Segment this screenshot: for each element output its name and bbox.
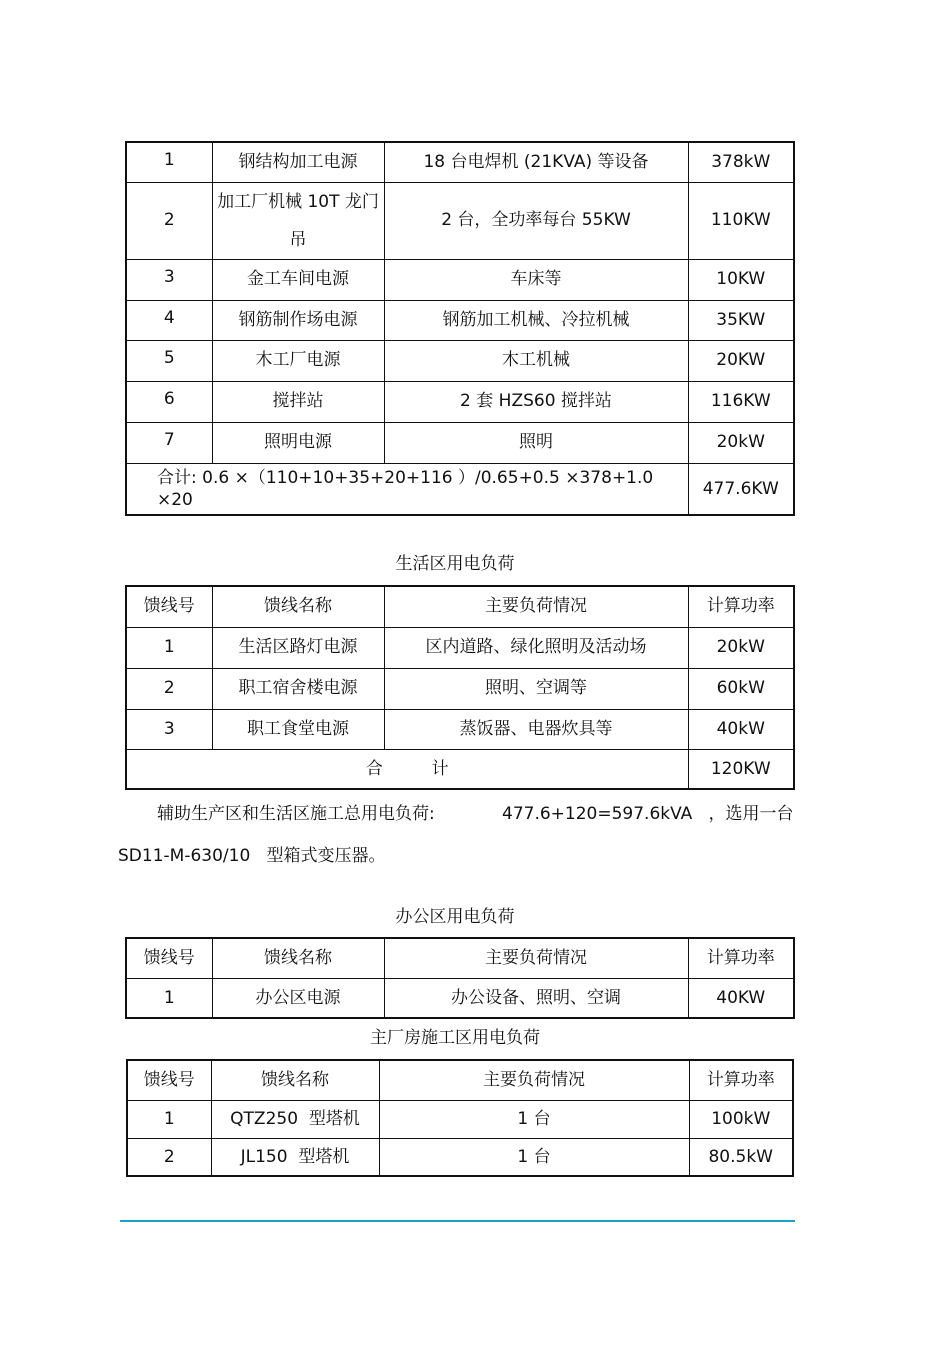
living-area-caption: 生活区用电负荷 bbox=[395, 554, 515, 574]
computed-power: 40kW bbox=[688, 709, 794, 749]
computed-power: 110KW bbox=[688, 182, 794, 259]
load-description: 区内道路、绿化照明及活动场 bbox=[384, 627, 688, 668]
feeder-name: 搅拌站 bbox=[212, 381, 384, 422]
feeder-name: 职工食堂电源 bbox=[212, 709, 384, 749]
table-row bbox=[126, 978, 794, 1018]
table-row bbox=[126, 182, 794, 259]
summary-line-1b: 477.6+120=597.6kVA ，选用一台 bbox=[502, 804, 794, 824]
total-row bbox=[126, 749, 794, 789]
table-row bbox=[126, 340, 794, 381]
load-description: 办公设备、照明、空调 bbox=[384, 978, 688, 1018]
office-area-table bbox=[125, 937, 795, 1019]
load-description: 照明 bbox=[384, 422, 688, 463]
load-description: 蒸饭器、电器炊具等 bbox=[384, 709, 688, 749]
main-plant-table bbox=[126, 1059, 794, 1177]
feeder-name: 钢结构加工电源 bbox=[212, 142, 384, 182]
feeder-name: QTZ250 型塔机 bbox=[211, 1100, 379, 1138]
computed-power: 35KW bbox=[688, 300, 794, 340]
header-power: 计算功率 bbox=[689, 1060, 793, 1100]
office-area-caption: 办公区用电负荷 bbox=[395, 907, 515, 927]
feeder-number: 5 bbox=[126, 340, 212, 381]
feeder-number: 1 bbox=[127, 1100, 211, 1138]
table-row bbox=[126, 627, 794, 668]
total-value: 477.6KW bbox=[688, 463, 794, 515]
feeder-name: 加工厂机械 10T 龙门吊 bbox=[212, 182, 384, 259]
computed-power: 378kW bbox=[688, 142, 794, 182]
header-load: 主要负荷情况 bbox=[384, 938, 688, 978]
feeder-number: 6 bbox=[126, 381, 212, 422]
feeder-name: 钢筋制作场电源 bbox=[212, 300, 384, 340]
load-description: 钢筋加工机械、冷拉机械 bbox=[384, 300, 688, 340]
feeder-number: 2 bbox=[127, 1138, 211, 1176]
table-row bbox=[126, 259, 794, 300]
summary-line-2: SD11-M-630/10 型箱式变压器。 bbox=[118, 846, 386, 866]
computed-power: 20kW bbox=[688, 422, 794, 463]
feeder-number: 1 bbox=[126, 142, 212, 182]
main-plant-caption: 主厂房施工区用电负荷 bbox=[370, 1028, 540, 1048]
computed-power: 10KW bbox=[688, 259, 794, 300]
living-area-table bbox=[125, 585, 795, 790]
header-power: 计算功率 bbox=[688, 586, 794, 627]
header-feeder-number: 馈线号 bbox=[126, 586, 212, 627]
load-description: 2 套 HZS60 搅拌站 bbox=[384, 381, 688, 422]
total-row bbox=[126, 463, 794, 515]
feeder-number: 7 bbox=[126, 422, 212, 463]
feeder-name: 金工车间电源 bbox=[212, 259, 384, 300]
header-feeder-number: 馈线号 bbox=[126, 938, 212, 978]
header-feeder-name: 馈线名称 bbox=[212, 586, 384, 627]
computed-power: 116KW bbox=[688, 381, 794, 422]
summary-line-1a: 辅助生产区和生活区施工总用电负荷: bbox=[157, 804, 435, 824]
load-description: 18 台电焊机 (21KVA) 等设备 bbox=[384, 142, 688, 182]
feeder-name: 木工厂电源 bbox=[212, 340, 384, 381]
feeder-name: 生活区路灯电源 bbox=[212, 627, 384, 668]
header-row bbox=[127, 1060, 793, 1100]
feeder-name: 办公区电源 bbox=[212, 978, 384, 1018]
header-load: 主要负荷情况 bbox=[384, 586, 688, 627]
computed-power: 80.5kW bbox=[689, 1138, 793, 1176]
table-row bbox=[126, 142, 794, 182]
header-load: 主要负荷情况 bbox=[379, 1060, 689, 1100]
load-description: 车床等 bbox=[384, 259, 688, 300]
computed-power: 40KW bbox=[688, 978, 794, 1018]
table-row bbox=[126, 709, 794, 749]
table-row bbox=[126, 300, 794, 340]
header-feeder-name: 馈线名称 bbox=[211, 1060, 379, 1100]
total-value: 120KW bbox=[688, 749, 794, 789]
table-row bbox=[126, 668, 794, 709]
feeder-name: 照明电源 bbox=[212, 422, 384, 463]
computed-power: 60kW bbox=[688, 668, 794, 709]
feeder-name: 职工宿舍楼电源 bbox=[212, 668, 384, 709]
load-description: 1 台 bbox=[379, 1138, 689, 1176]
table-row bbox=[127, 1100, 793, 1138]
header-row bbox=[126, 938, 794, 978]
total-label: 合 计 bbox=[126, 749, 688, 789]
feeder-number: 3 bbox=[126, 259, 212, 300]
table-row bbox=[126, 381, 794, 422]
feeder-number: 3 bbox=[126, 709, 212, 749]
header-row bbox=[126, 586, 794, 627]
total-formula: 合计: 0.6 ×（110+10+35+20+116 ）/0.65+0.5 ×378+1.0 ×20 bbox=[126, 463, 688, 515]
load-description: 2 台，全功率每台 55KW bbox=[384, 182, 688, 259]
feeder-number: 4 bbox=[126, 300, 212, 340]
feeder-name: JL150 型塔机 bbox=[211, 1138, 379, 1176]
feeder-number: 1 bbox=[126, 978, 212, 1018]
computed-power: 20kW bbox=[688, 627, 794, 668]
footer-divider bbox=[120, 1220, 795, 1222]
load-description: 照明、空调等 bbox=[384, 668, 688, 709]
auxiliary-load-table bbox=[125, 141, 795, 516]
header-power: 计算功率 bbox=[688, 938, 794, 978]
header-feeder-number: 馈线号 bbox=[127, 1060, 211, 1100]
table-row bbox=[127, 1138, 793, 1176]
load-description: 木工机械 bbox=[384, 340, 688, 381]
feeder-number: 2 bbox=[126, 668, 212, 709]
computed-power: 20KW bbox=[688, 340, 794, 381]
header-feeder-name: 馈线名称 bbox=[212, 938, 384, 978]
feeder-number: 2 bbox=[126, 182, 212, 259]
computed-power: 100kW bbox=[689, 1100, 793, 1138]
table-row bbox=[126, 422, 794, 463]
feeder-number: 1 bbox=[126, 627, 212, 668]
load-description: 1 台 bbox=[379, 1100, 689, 1138]
